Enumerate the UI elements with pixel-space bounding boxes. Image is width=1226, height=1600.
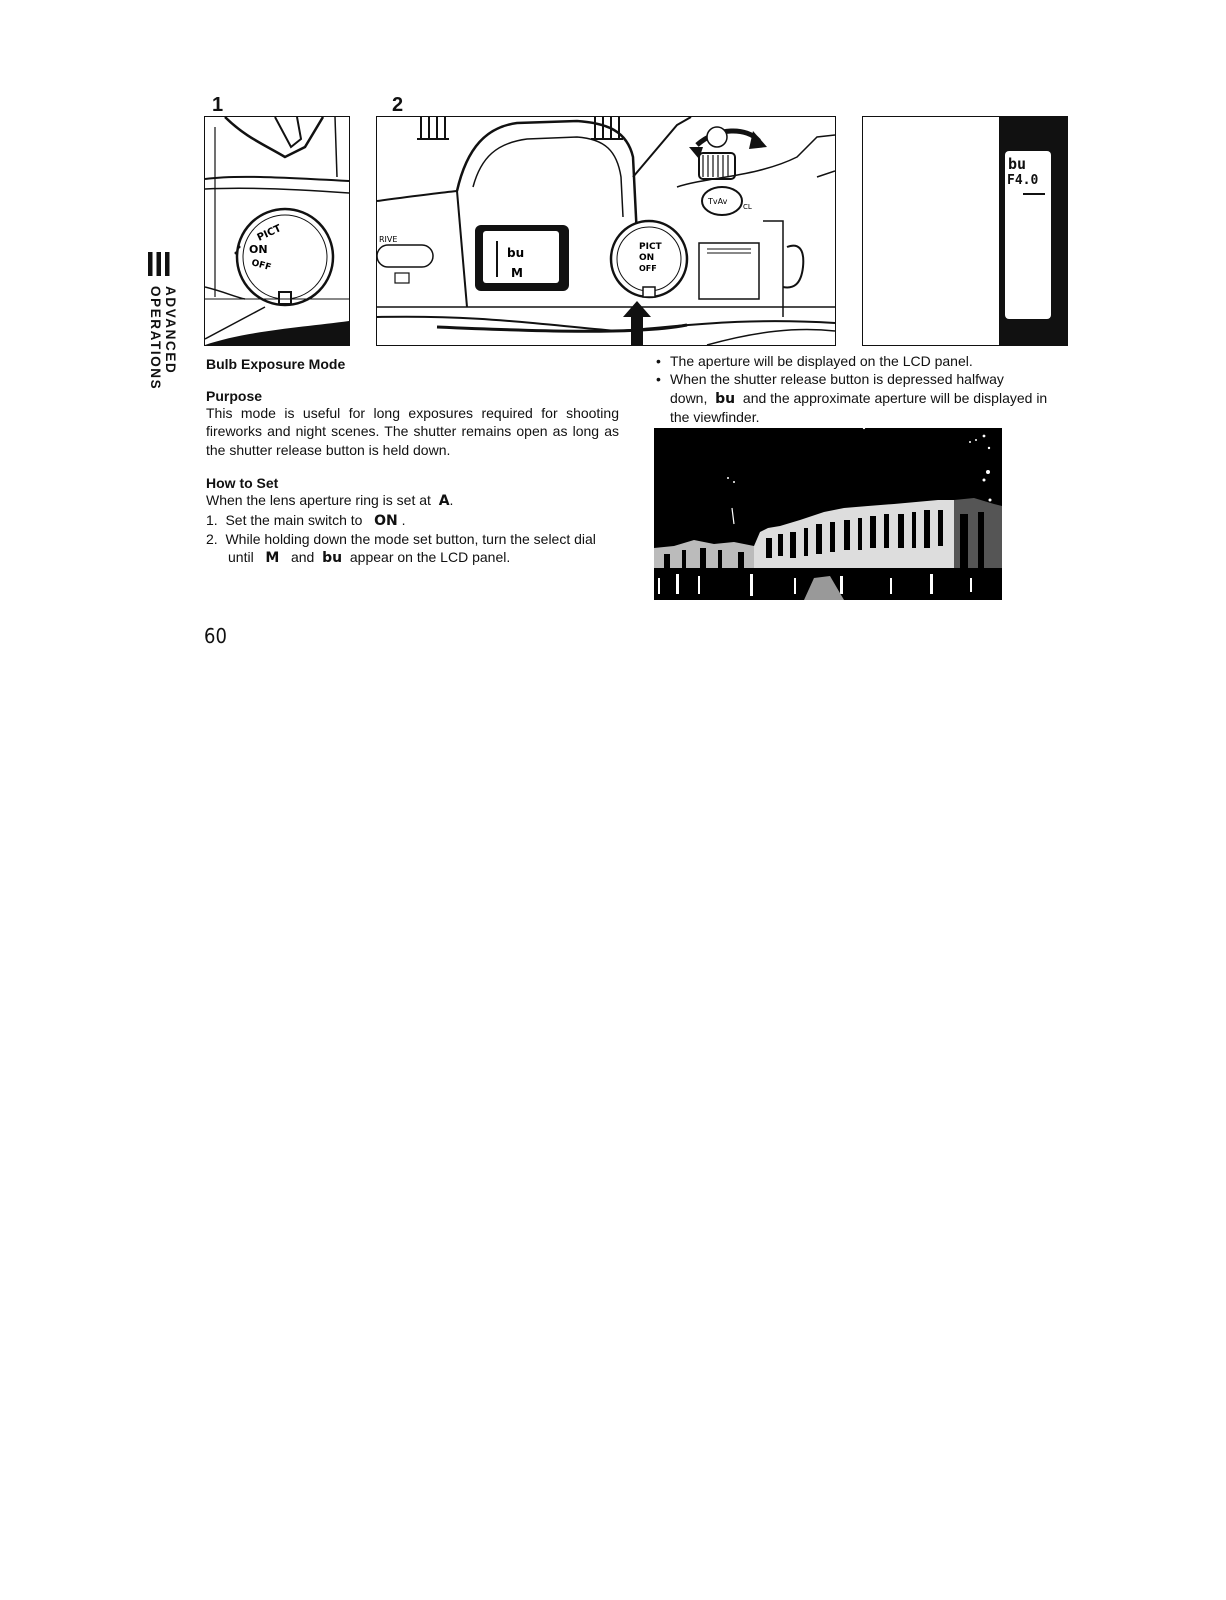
step-2-and: and	[290, 549, 315, 566]
tvav-label: TvAv	[708, 197, 728, 206]
howto-heading: How to Set	[206, 475, 279, 492]
viewfinder-label-bu: bu	[507, 246, 525, 260]
lcd-aperture-value: F4.0	[1007, 173, 1039, 188]
step-1	[206, 511, 619, 530]
purpose-text: This mode is useful for long exposures required for shooting fireworks and night scenes. The shutter remains open as long as the shutter release button is held down.	[206, 405, 619, 458]
camera-dial-drawing	[205, 117, 349, 345]
figure-3-lcd-closeup	[862, 116, 1068, 346]
note-2	[656, 370, 1068, 426]
note-1: • The aperture will be displayed on the LCD panel.	[656, 352, 1068, 370]
roman-numeral-three	[146, 250, 172, 278]
dial2-label-off: OFF	[639, 264, 657, 273]
lcd-bulb-indicator: bu	[1008, 155, 1027, 173]
dial2-label-on: ON	[639, 253, 655, 263]
note-2-end: and the approximate aperture will be displayed in the viewfinder.	[670, 389, 1048, 426]
step-1-end: .	[401, 511, 406, 528]
howto-intro-text: When the lens aperture ring is set at	[206, 492, 431, 509]
viewfinder-label-m: M	[511, 266, 523, 280]
left-column	[206, 356, 619, 568]
figure-2-number: 2	[392, 94, 404, 116]
page-number: 60	[204, 624, 227, 648]
cl-label: CL	[743, 203, 752, 211]
dial-label-off: OFF	[250, 258, 273, 274]
m-symbol: M	[265, 550, 280, 567]
step-2	[206, 530, 619, 568]
section-label: ADVANCED OPERATIONS	[148, 286, 178, 391]
night-buildings-silhouette	[654, 428, 1002, 600]
note-2-text: When the shutter release button is depressed halfway down,	[670, 371, 1004, 406]
note-bu-symbol: bu	[715, 390, 736, 407]
right-column	[656, 352, 1068, 427]
drive-label: RIVE	[379, 235, 398, 244]
figure-2-camera-top-illustration	[376, 116, 836, 346]
lcd-panel	[1005, 151, 1051, 319]
section-title: Bulb Exposure Mode	[206, 356, 346, 372]
step-2-text: While holding down the mode set button, turn the select dial until	[225, 531, 596, 566]
howto-intro	[206, 491, 619, 510]
section-tab	[138, 250, 184, 480]
purpose-heading: Purpose	[206, 388, 263, 404]
dial2-label-pict: PICT	[639, 242, 662, 252]
step-2-end: appear on the LCD panel.	[349, 549, 511, 566]
aperture-a-symbol: A	[438, 493, 450, 510]
bu-symbol: bu	[322, 550, 343, 567]
figure-1-number: 1	[212, 94, 224, 116]
step-1-number: 1.	[206, 511, 218, 528]
night-scene-photo	[654, 428, 1002, 600]
figure-1-dial-illustration	[204, 116, 350, 346]
dial-label-on: ON	[249, 243, 268, 256]
howto-intro-end: .	[449, 492, 454, 509]
step-1-text: Set the main switch to	[225, 511, 363, 528]
on-symbol: ON	[374, 512, 398, 529]
dial-label-pict: PICT	[255, 223, 284, 244]
step-2-number: 2.	[206, 531, 218, 548]
camera-top-drawing	[377, 117, 835, 345]
